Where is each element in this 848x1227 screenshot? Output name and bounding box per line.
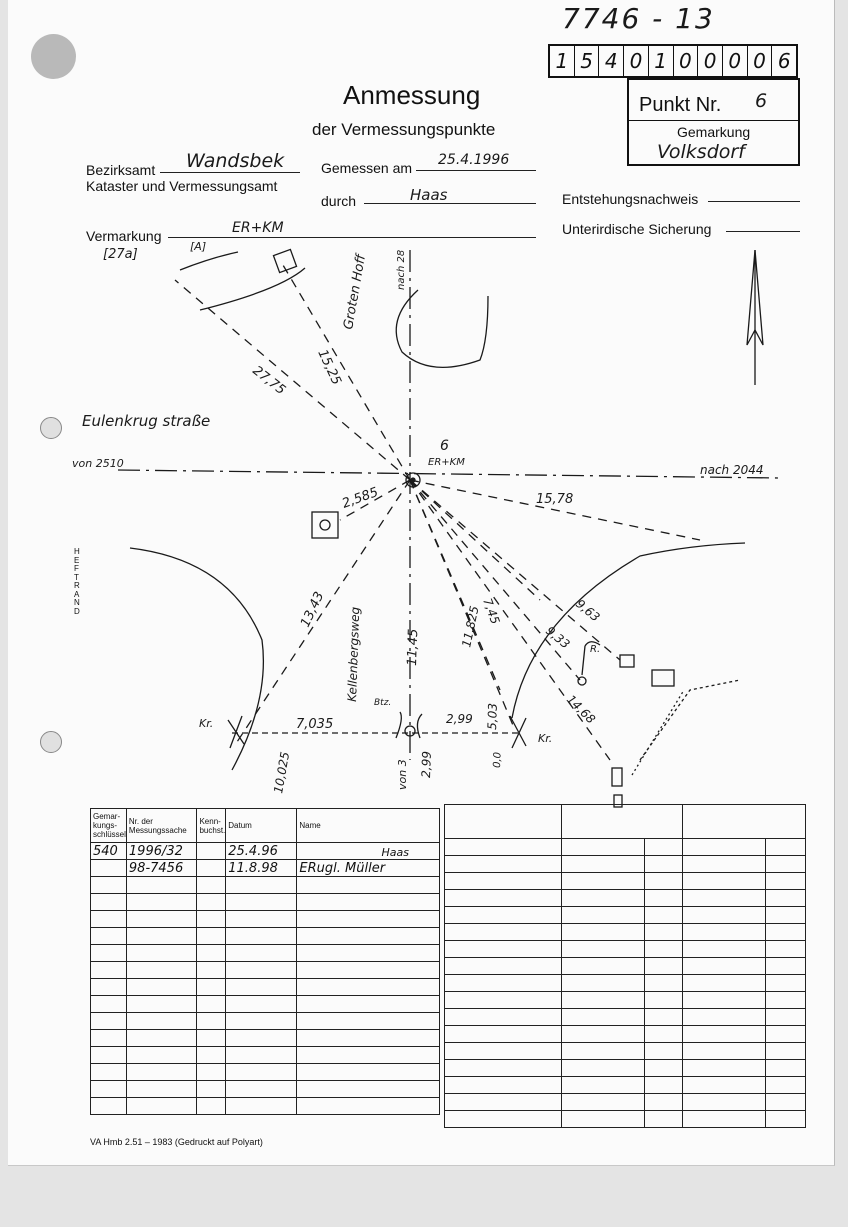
id-digit-cell: 6 xyxy=(777,49,791,73)
street-eulenkrug: Eulenkrug straße xyxy=(82,412,211,430)
table-row xyxy=(445,924,806,941)
kataster-label: Kataster und Vermessungsamt xyxy=(86,178,278,194)
ref-27a: [27a] xyxy=(103,247,138,262)
measure-m8: 7,45 xyxy=(480,596,503,627)
curb-nw-upper xyxy=(180,252,238,270)
ref-a: [A] xyxy=(190,240,207,253)
unterirdisch-label: Unterirdische Sicherung xyxy=(562,221,712,237)
footer-form-code: VA Hmb 2.51 – 1983 (Gedruckt auf Polyart) xyxy=(90,1137,263,1147)
table-row xyxy=(445,1077,806,1094)
gemessen-label: Gemessen am xyxy=(321,160,413,176)
id-digit-cell: 0 xyxy=(674,46,699,76)
curb-sw xyxy=(130,548,263,770)
punkt-value: 6 xyxy=(755,90,768,112)
table-row xyxy=(91,979,440,996)
measure-m7: 11,825 xyxy=(459,604,482,649)
table-row xyxy=(91,1081,440,1098)
gemessen-value: 25.4.1996 xyxy=(438,152,510,168)
r-label: R. xyxy=(590,644,601,655)
von-south: von 3 xyxy=(396,759,409,790)
sketch-point-label: 6 xyxy=(440,438,449,454)
id-digit-cell: 0 xyxy=(698,46,723,76)
measure-m16: 2,99 xyxy=(419,750,434,779)
durch-label: durch xyxy=(321,193,357,209)
header-datum: Datum xyxy=(226,809,297,843)
bezirksamt-label: Bezirksamt xyxy=(86,162,156,178)
measure-m9: 9,63 xyxy=(573,596,603,625)
bezirksamt-value: Wandsbek xyxy=(186,150,285,172)
header-kenn: Kenn-buchst. xyxy=(197,809,226,843)
table-row xyxy=(445,1060,806,1077)
measure-m2: 15,25 xyxy=(314,347,344,388)
table-row xyxy=(91,1030,440,1047)
vermarkung-value: ER+KM xyxy=(232,220,284,236)
measure-m10: 9,33 xyxy=(543,623,573,652)
table-row xyxy=(91,1098,440,1115)
measure-m5: 13,43 xyxy=(298,589,328,630)
measure-m13: 2,99 xyxy=(446,712,473,726)
measurement-table xyxy=(90,808,440,1115)
curb-nw xyxy=(200,268,305,310)
id-digit-cell: 0 xyxy=(624,46,649,76)
entstehung-label: Entstehungsnachweis xyxy=(562,191,699,207)
table-row xyxy=(91,1047,440,1064)
table-row: 540 1996/32 25.4.96 Haas xyxy=(91,843,440,860)
id-digit-cell: 0 xyxy=(748,46,773,76)
empty-table-right xyxy=(444,804,806,1128)
kr-left: Kr. xyxy=(199,717,214,730)
title: Anmessung xyxy=(343,80,481,110)
table-row xyxy=(445,839,806,856)
von-west: von 2510 xyxy=(72,457,124,470)
bench-label: Btz. xyxy=(374,698,392,708)
table-row xyxy=(91,928,440,945)
measure-m14: 5,03 xyxy=(485,702,500,731)
street-groten-hoff: Groten Hoff xyxy=(341,253,370,331)
nach-east: nach 2044 xyxy=(700,463,764,477)
street-kellenbergsweg: Kellenbergsweg xyxy=(345,606,363,703)
id-digit-cell: 5 xyxy=(575,46,600,76)
east-west-axis xyxy=(118,470,780,478)
punkt-label: Punkt Nr. xyxy=(639,94,722,116)
table-row xyxy=(445,975,806,992)
table-row xyxy=(445,958,806,975)
subtitle: der Vermessungspunkte xyxy=(312,120,496,139)
table-row xyxy=(445,1111,806,1128)
table-row xyxy=(445,890,806,907)
nach-north: nach 28 xyxy=(396,249,407,290)
table-row xyxy=(91,877,440,894)
measure-m17: 0,0 xyxy=(492,751,504,769)
table-row xyxy=(91,996,440,1013)
measure-m1: 27,75 xyxy=(249,363,289,399)
table-header-row xyxy=(445,805,806,839)
table-row xyxy=(91,1013,440,1030)
box-symbol xyxy=(312,512,338,538)
measure-m3: 2,585 xyxy=(340,484,381,512)
measure-m12: 7,035 xyxy=(296,717,334,732)
header-nr: Nr. der Messungssache xyxy=(126,809,197,843)
durch-value: Haas xyxy=(410,186,448,204)
file-number: 7746 - 13 xyxy=(562,2,715,35)
table-row xyxy=(91,1064,440,1081)
measure-m15: 10,025 xyxy=(271,750,293,795)
table-row xyxy=(445,1043,806,1060)
table-row xyxy=(445,992,806,1009)
vermarkung-label: Vermarkung xyxy=(86,228,162,244)
heftrand-label: HEFTRAND xyxy=(74,547,80,616)
measure-m4: 15,78 xyxy=(536,492,574,507)
table-row xyxy=(445,907,806,924)
gemarkung-label: Gemarkung xyxy=(677,124,751,140)
kr-right: Kr. xyxy=(538,732,553,745)
id-digit-cell: 0 xyxy=(723,46,748,76)
id-digit-cell: 1 xyxy=(550,46,575,76)
measure-m11: 14,68 xyxy=(563,692,599,727)
header-name: Name xyxy=(297,809,440,843)
table-row xyxy=(91,911,440,928)
table-row: 98-7456 11.8.98 ERugl. Müller xyxy=(91,860,440,877)
table-row xyxy=(445,1026,806,1043)
gemarkung-value: Volksdorf xyxy=(657,141,745,163)
header-gemarkung: Gemar-kungs-schlüssel xyxy=(91,809,127,843)
table-row xyxy=(445,941,806,958)
table-row xyxy=(91,945,440,962)
table-row xyxy=(445,1094,806,1111)
table-row xyxy=(91,894,440,911)
table-row xyxy=(445,873,806,890)
table-row xyxy=(91,962,440,979)
table-row xyxy=(445,856,806,873)
measure-m6: 11,45 xyxy=(405,628,422,667)
id-digit-cell: 4 xyxy=(599,46,624,76)
id-digit-cell: 1 xyxy=(649,46,674,76)
table-row xyxy=(445,1009,806,1026)
sketch-point-mark: ER+KM xyxy=(428,457,465,468)
